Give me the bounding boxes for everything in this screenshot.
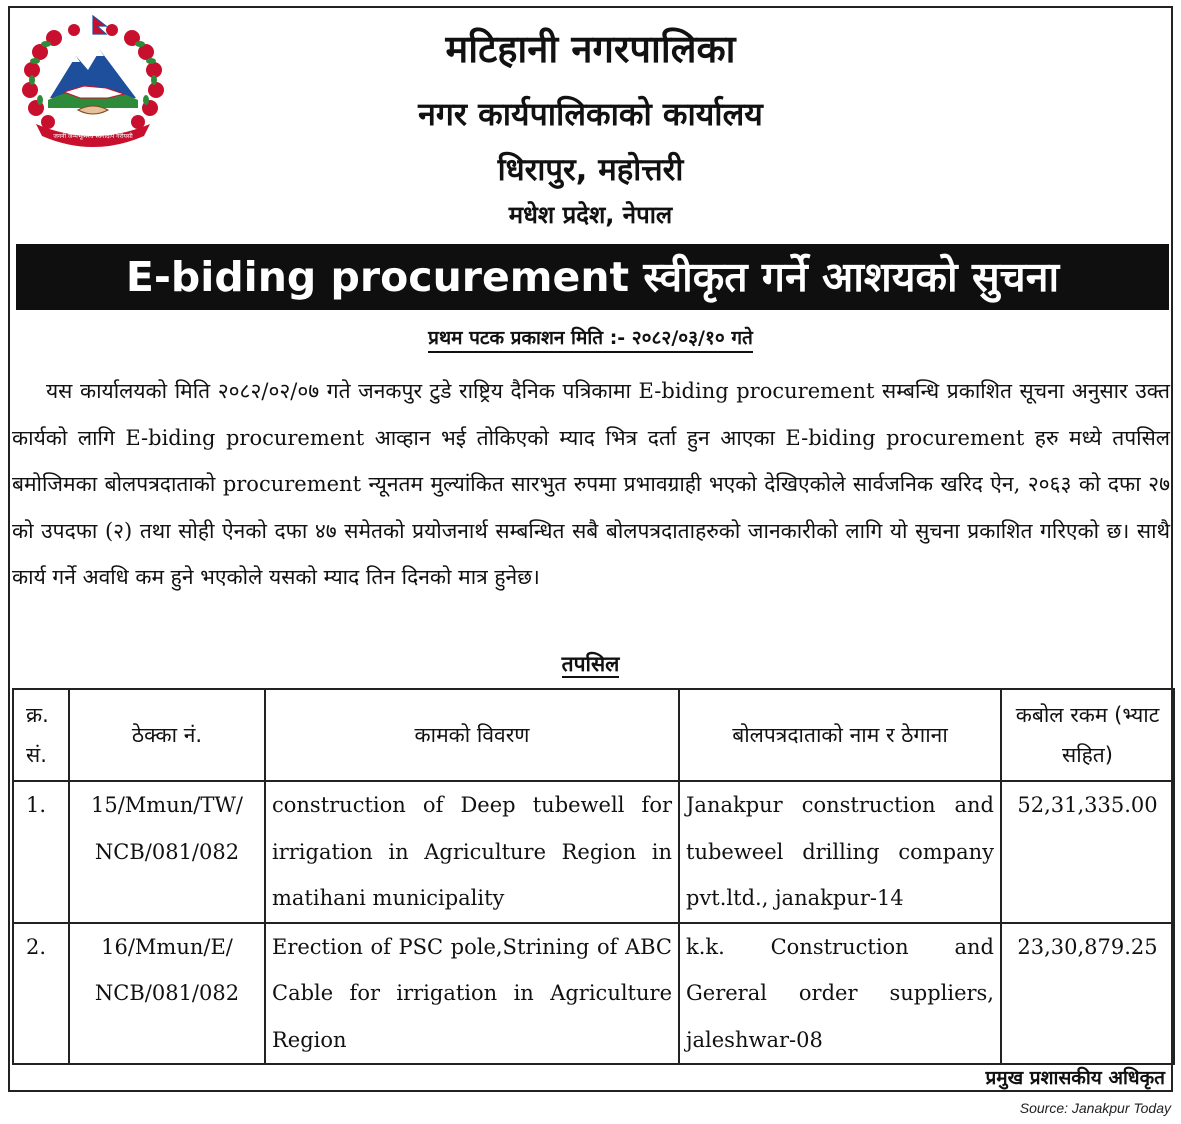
source-credit: Source: Janakpur Today bbox=[1019, 1100, 1171, 1116]
emblem-motto: जननी जन्मभूमिश्च स्वर्गादपि गरीयसी bbox=[53, 133, 133, 140]
table-row bbox=[13, 781, 1174, 923]
cell-amount: 52,31,335.00 bbox=[1001, 781, 1174, 923]
cell-contract-no: 15/Mmun/TW/ NCB/081/082 bbox=[69, 781, 265, 923]
office-province: मधेश प्रदेश, नेपाल bbox=[508, 201, 673, 229]
notice-frame bbox=[8, 6, 1173, 1092]
cell-work-description: Erection of PSC pole,Strining of ABC Cable for irrigation in Agriculture Region bbox=[265, 923, 679, 1065]
header-work-description: कामको विवरण bbox=[265, 689, 679, 781]
table-caption-text: तपसिल bbox=[561, 652, 620, 676]
cell-amount: 23,30,879.25 bbox=[1001, 923, 1174, 1065]
table-row bbox=[13, 923, 1174, 1065]
cell-contract-no: 16/Mmun/E/ NCB/081/082 bbox=[69, 923, 265, 1065]
header-bidder-name-address: बोलपत्रदाताको नाम र ठेगाना bbox=[679, 689, 1001, 781]
cell-serial-no: 2. bbox=[13, 923, 69, 1065]
table-caption bbox=[10, 650, 1171, 678]
table-header-row bbox=[13, 689, 1174, 781]
cell-work-description: construction of Deep tubewell for irrigation in Agriculture Region in matihani municipality bbox=[265, 781, 679, 923]
header-bid-amount: कबोल रकम (भ्याट सहित) bbox=[1001, 689, 1174, 781]
cell-serial-no: 1. bbox=[13, 781, 69, 923]
office-subtitle: नगर कार्यपालिकाको कार्यालय bbox=[418, 95, 763, 133]
bid-table bbox=[12, 688, 1175, 1065]
header-serial-no: क्र. सं. bbox=[13, 689, 69, 781]
cell-bidder: k.k. Construction and Gereral order suppliers, jaleshwar-08 bbox=[679, 923, 1001, 1065]
publication-date-text: प्रथम पटक प्रकाशन मिति :- २०८२/०३/१० गते bbox=[428, 327, 753, 353]
publication-date bbox=[10, 324, 1171, 350]
notice-body-paragraph: यस कार्यालयको मिति २०८२/०२/०७ गते जनकपुर टुडे राष्ट्रिय दैनिक पत्रिकामा E-biding procurement सम्बन्धि प्रकाशित सूचना अनुसार उक्त कार्यको लागि E-biding procurement आव्हान भई तोकिएको म्याद भित्र दर्ता हुन आएका E-biding procurement हरु मध्ये तपसिल बमोजिमका बोलपत्रदाताको procurement न्यूनतम मुल्यांकित सारभुत रुपमा प्रभावग्राही भएको देखिएकोले सार्वजनिक खरिद ऐन, २०६३ को दफा २७ को उपदफा (२) तथा सोही ऐनको दफा ४७ समेतको प्रयोजनार्थ सम्बन्धित सबै बोलपत्रदाताहरुको जानकारीको लागि यो सुचना प्रकाशित गरिएको छ। साथै कार्य गर्ने अवधि कम हुने भएकोले यसको म्याद तिन दिनको मात्र हुनेछ। bbox=[12, 379, 1170, 589]
signatory-title: प्रमुख प्रशासकीय अधिकृत bbox=[985, 1067, 1165, 1089]
office-name: मटिहानी नगरपालिका bbox=[445, 27, 736, 71]
notice-title-banner: E-biding procurement स्वीकृत गर्ने आशयको सुचना bbox=[16, 244, 1169, 310]
office-address: धिरापुर, महोत्तरी bbox=[497, 152, 684, 188]
header-contract-no: ठेक्का नं. bbox=[69, 689, 265, 781]
cell-bidder: Janakpur construction and tubeweel drilling company pvt.ltd., janakpur-14 bbox=[679, 781, 1001, 923]
